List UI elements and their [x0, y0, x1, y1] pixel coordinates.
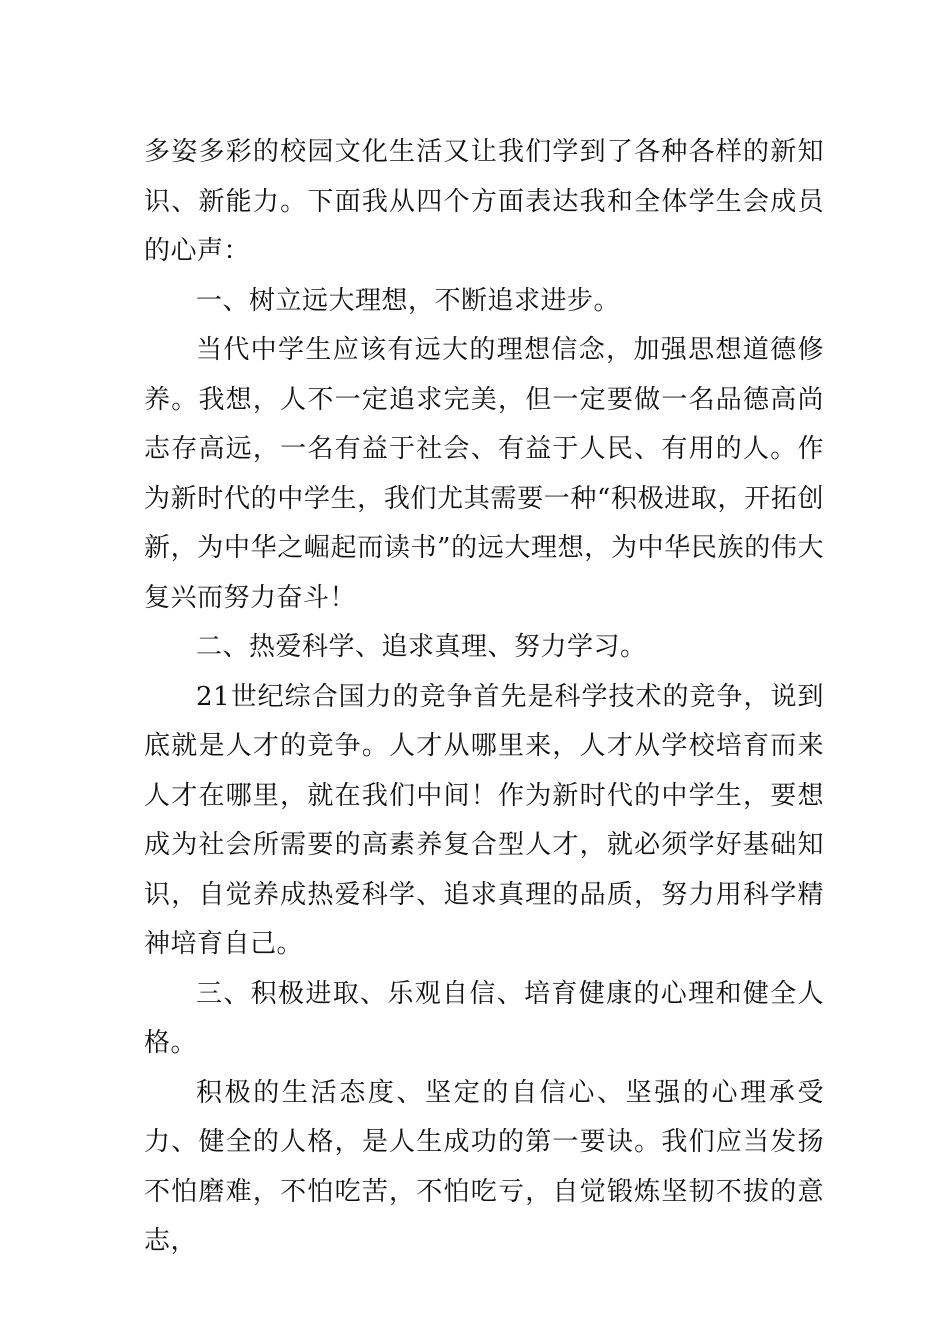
paragraph-ideals: 当代中学生应该有远大的理想信念，加强思想道德修养。我想，人不一定追求完美，但一定要做一名品德高尚志存高远，一名有益于社会、有益于人民、有用的人。作为新时代的中学生，我们尤其需要一种“积极进取，开拓创新，为中华之崛起而读书”的远大理想，为中华民族的伟大复兴而努力奋斗！ — [144, 335, 824, 613]
section-heading-3: 三、积极进取、乐观自信、培育健康的心理和健全人格。 — [144, 978, 824, 1058]
paragraph-science: 21世纪综合国力的竞争首先是科学技术的竞争，说到底就是人才的竞争。人才从哪里来，人才从学校培育而来人才在哪里，就在我们中间！作为新时代的中学生，要想成为社会所需要的高素养复合型人才，就必须学好基础知识，自觉养成热爱科学、追求真理的品质，努力用科学精神培育自己。 — [144, 681, 824, 959]
section-heading-2: 二、热爱科学、追求真理、努力学习。 — [196, 632, 647, 662]
paragraph-intro: 多姿多彩的校园文化生活又让我们学到了各种各样的新知识、新能力。下面我从四个方面表达我和全体学生会成员的心声： — [144, 137, 824, 266]
paragraph-attitude: 积极的生活态度、坚定的自信心、坚强的心理承受力、健全的人格，是人生成功的第一要诀。我们应当发扬不怕磨难，不怕吃苦，不怕吃亏，自觉锻炼坚韧不拔的意志， — [144, 1077, 824, 1256]
document-body — [144, 128, 824, 1267]
section-heading-1: 一、树立远大理想，不断追求进步。 — [196, 285, 621, 316]
